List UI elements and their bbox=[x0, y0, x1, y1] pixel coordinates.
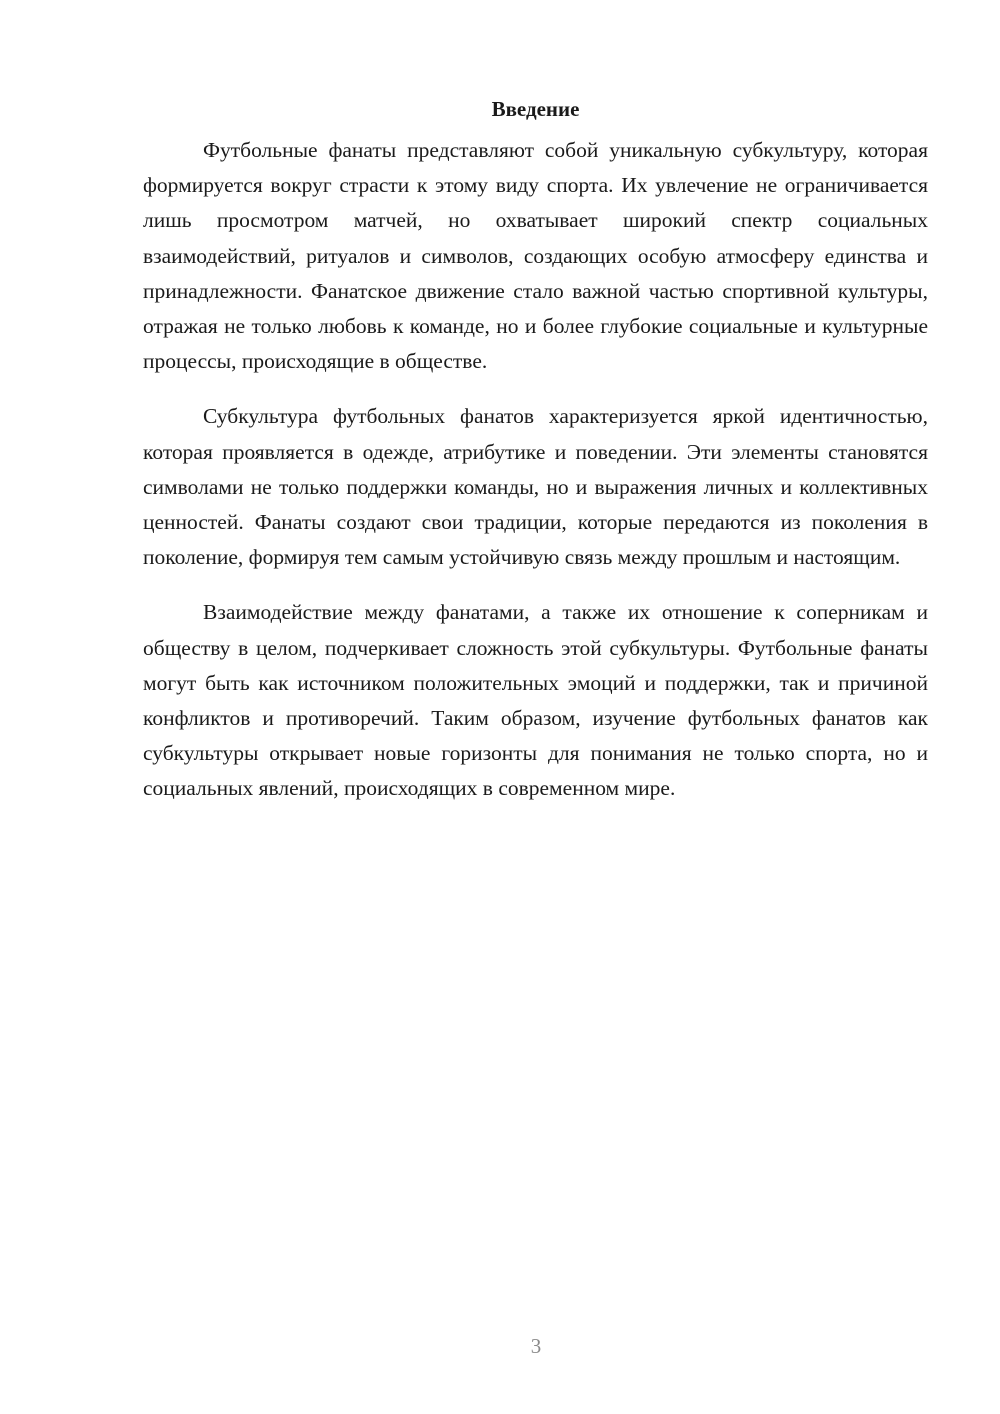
paragraph-1: Футбольные фанаты представляют собой уникальную субкультуру, которая формируется вокруг страсти к этому виду спорта. Их увлечение не ограничивается лишь просмотром матчей, но охватывает широкий спектр социальных взаимодействий, ритуалов и символов, создающих особую атмосферу единства и принадлежности. Фанатское движение стало важной частью спортивной культуры, отражая не только любовь к команде, но и более глубокие социальные и культурные процессы, происходящие в обществе. bbox=[143, 138, 928, 374]
paragraph-2: Субкультура футбольных фанатов характеризуется яркой идентичностью, которая проявляется в одежде, атрибутике и поведении. Эти элементы становятся символами не только поддержки команды, но и выражения личных и коллективных ценностей. Фанаты создают свои традиции, которые передаются из поколения в поколение, формируя тем самым устойчивую связь между прошлым и настоящим. bbox=[143, 404, 928, 570]
paragraph-3: Взаимодействие между фанатами, а также их отношение к соперникам и обществу в целом, подчеркивает сложность этой субкультуры. Футбольные фанаты могут быть как источником положительных эмоций и поддержки, так и причиной конфликтов и противоречий. Таким образом, изучение футбольных фанатов как субкультуры открывает новые горизонты для понимания не только спорта, но и социальных явлений, происходящих в современном мире. bbox=[143, 600, 928, 801]
page-number: 3 bbox=[530, 1334, 542, 1358]
section-title: Введение bbox=[491, 97, 580, 121]
page-body bbox=[143, 92, 928, 827]
